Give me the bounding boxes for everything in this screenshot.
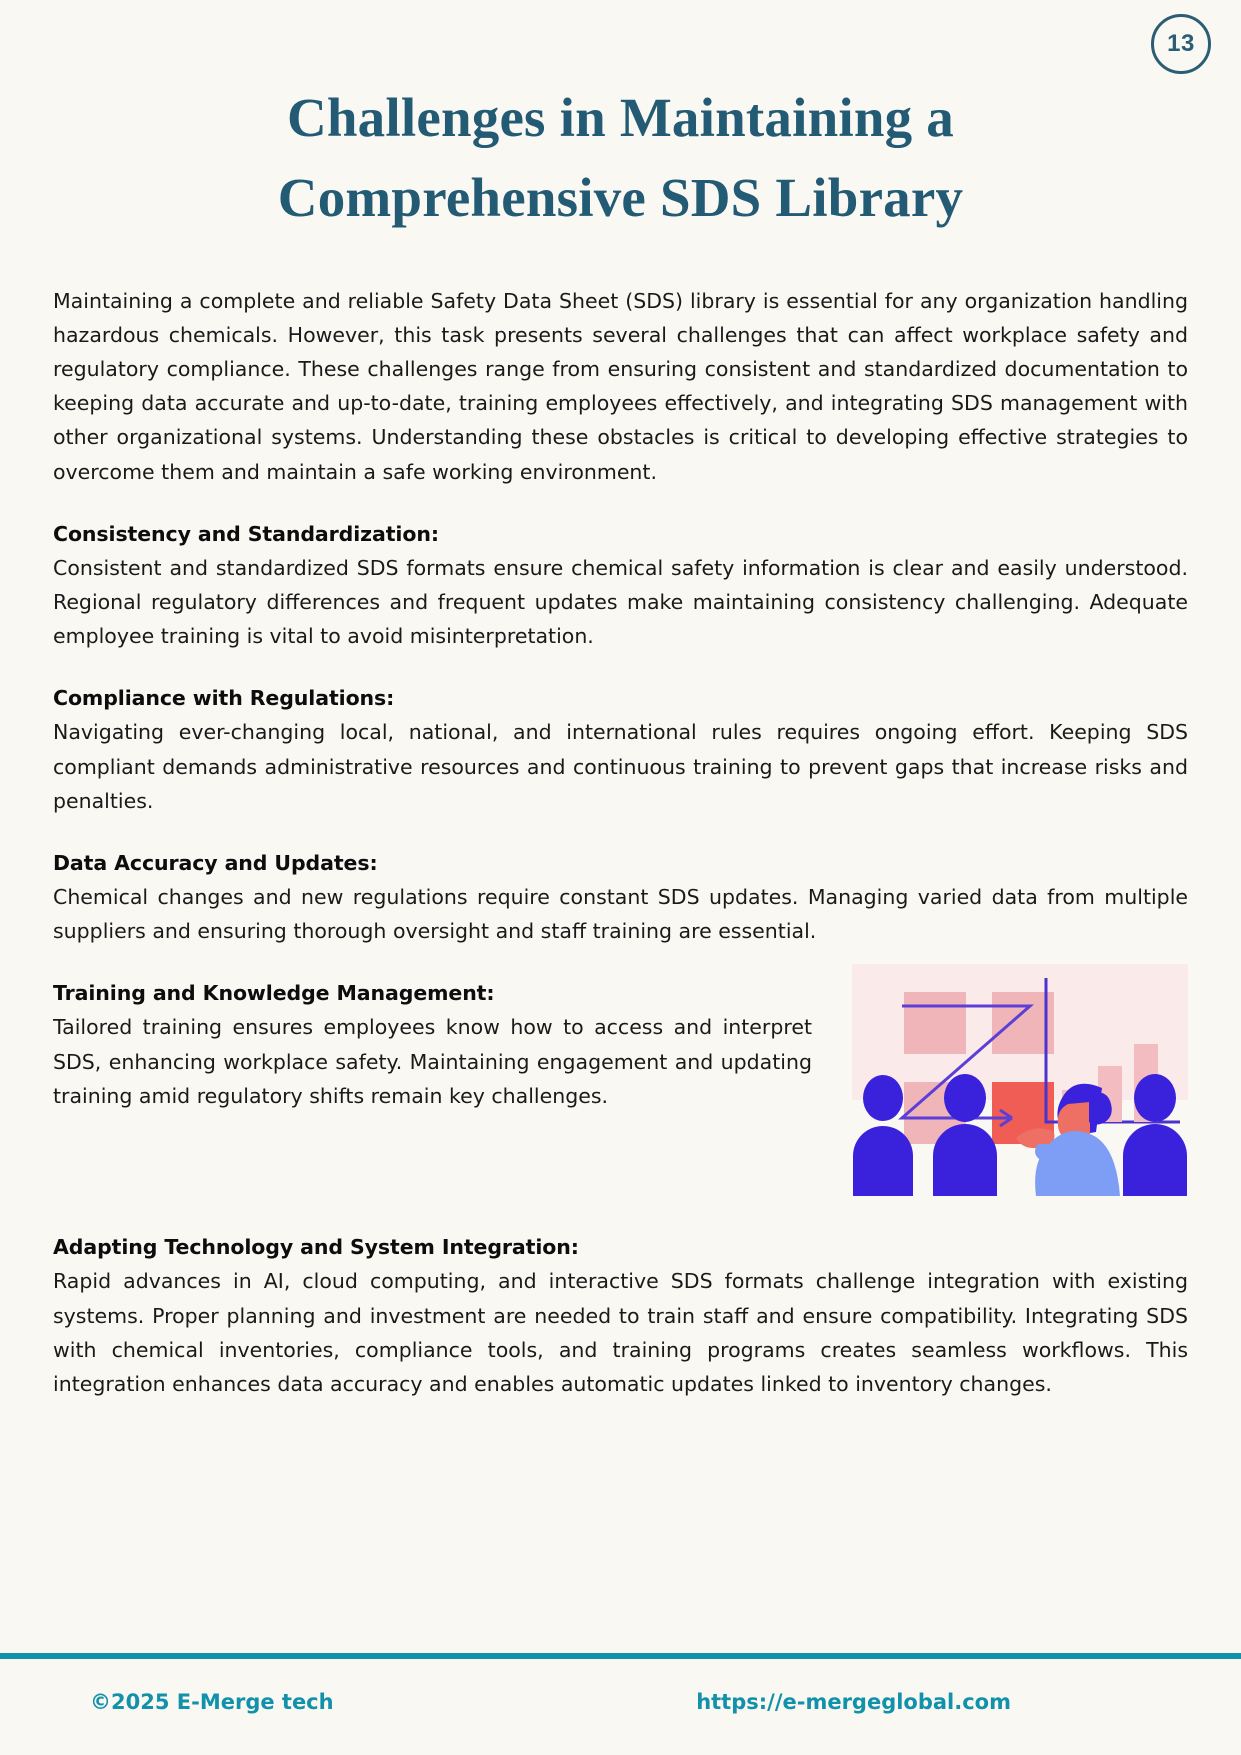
page-title: Challenges in Maintaining a Comprehensive SDS Library: [277, 87, 964, 228]
page-number-badge: [1151, 14, 1211, 74]
audience-figure-2: [933, 1074, 997, 1196]
section-heading-technology: Adapting Technology and System Integration:: [53, 1235, 579, 1260]
training-text-block: [53, 948, 812, 1113]
section-heading-consistency: Consistency and Standardization:: [53, 521, 439, 546]
document-content: [0, 284, 1241, 1402]
footer-copyright: ©2025 E-Merge tech: [90, 1690, 334, 1714]
training-section-with-illustration: [53, 948, 1188, 1202]
training-presentation-illustration: [840, 954, 1188, 1194]
footer-divider: [0, 1653, 1241, 1659]
section-heading-training: Training and Knowledge Management:: [53, 981, 495, 1006]
section-heading-compliance: Compliance with Regulations:: [53, 686, 395, 711]
section-body-data-accuracy: Chemical changes and new regulations require constant SDS updates. Managing varied data from multiple suppliers and ensuring thorough oversight and staff training are essential.: [53, 884, 1188, 944]
footer-url[interactable]: https://e-mergeglobal.com: [696, 1690, 1011, 1714]
page-footer: [0, 1675, 1241, 1729]
audience-figure-1: [853, 1075, 913, 1196]
section-body-training: Tailored training ensures employees know how to access and interpret SDS, enhancing workplace safety. Maintaining engagement and updating training amid regulatory shifts remain key challenges.: [53, 1015, 812, 1108]
section-body-compliance: Navigating ever-changing local, national, and international rules requires ongoing effort. Keeping SDS compliant demands administrative resources and continuous training to prevent gaps that increase risks and penalties.: [53, 720, 1188, 813]
section-heading-data-accuracy: Data Accuracy and Updates:: [53, 850, 378, 875]
audience-figure-3: [1123, 1074, 1187, 1196]
section-body-technology: Rapid advances in AI, cloud computing, and interactive SDS formats challenge integration with existing systems. Proper planning and investment are needed to train staff and ensure compatibility. Integrating SDS with chemical inventories, compliance tools, and training programs creates seamless workflows. This integration enhances data accuracy and enables automatic updates linked to inventory changes.: [53, 1269, 1188, 1396]
section-body-consistency: Consistent and standardized SDS formats ensure chemical safety information is clear and easily understood. Regional regulatory differences and frequent updates make maintaining consistency challenging. Adequate employee training is vital to avoid misinterpretation.: [53, 555, 1188, 649]
intro-paragraph: Maintaining a complete and reliable Safety Data Sheet (SDS) library is essential for any organization handling hazardous chemicals. However, this task presents several challenges that can affect workplace safety and regulatory compliance. These challenges range from ensuring consistent and standardized documentation to keeping data accurate and up-to-date, training employees effectively, and integrating SDS management with other organizational systems. Understanding these obstacles is critical to developing effective strategies to overcome them and maintain a safe working environment.: [53, 288, 1188, 484]
presenter-figure: [1016, 1084, 1120, 1196]
audience-and-presenter-figures: [840, 1064, 1188, 1196]
page-number-text: 13: [1167, 30, 1195, 57]
